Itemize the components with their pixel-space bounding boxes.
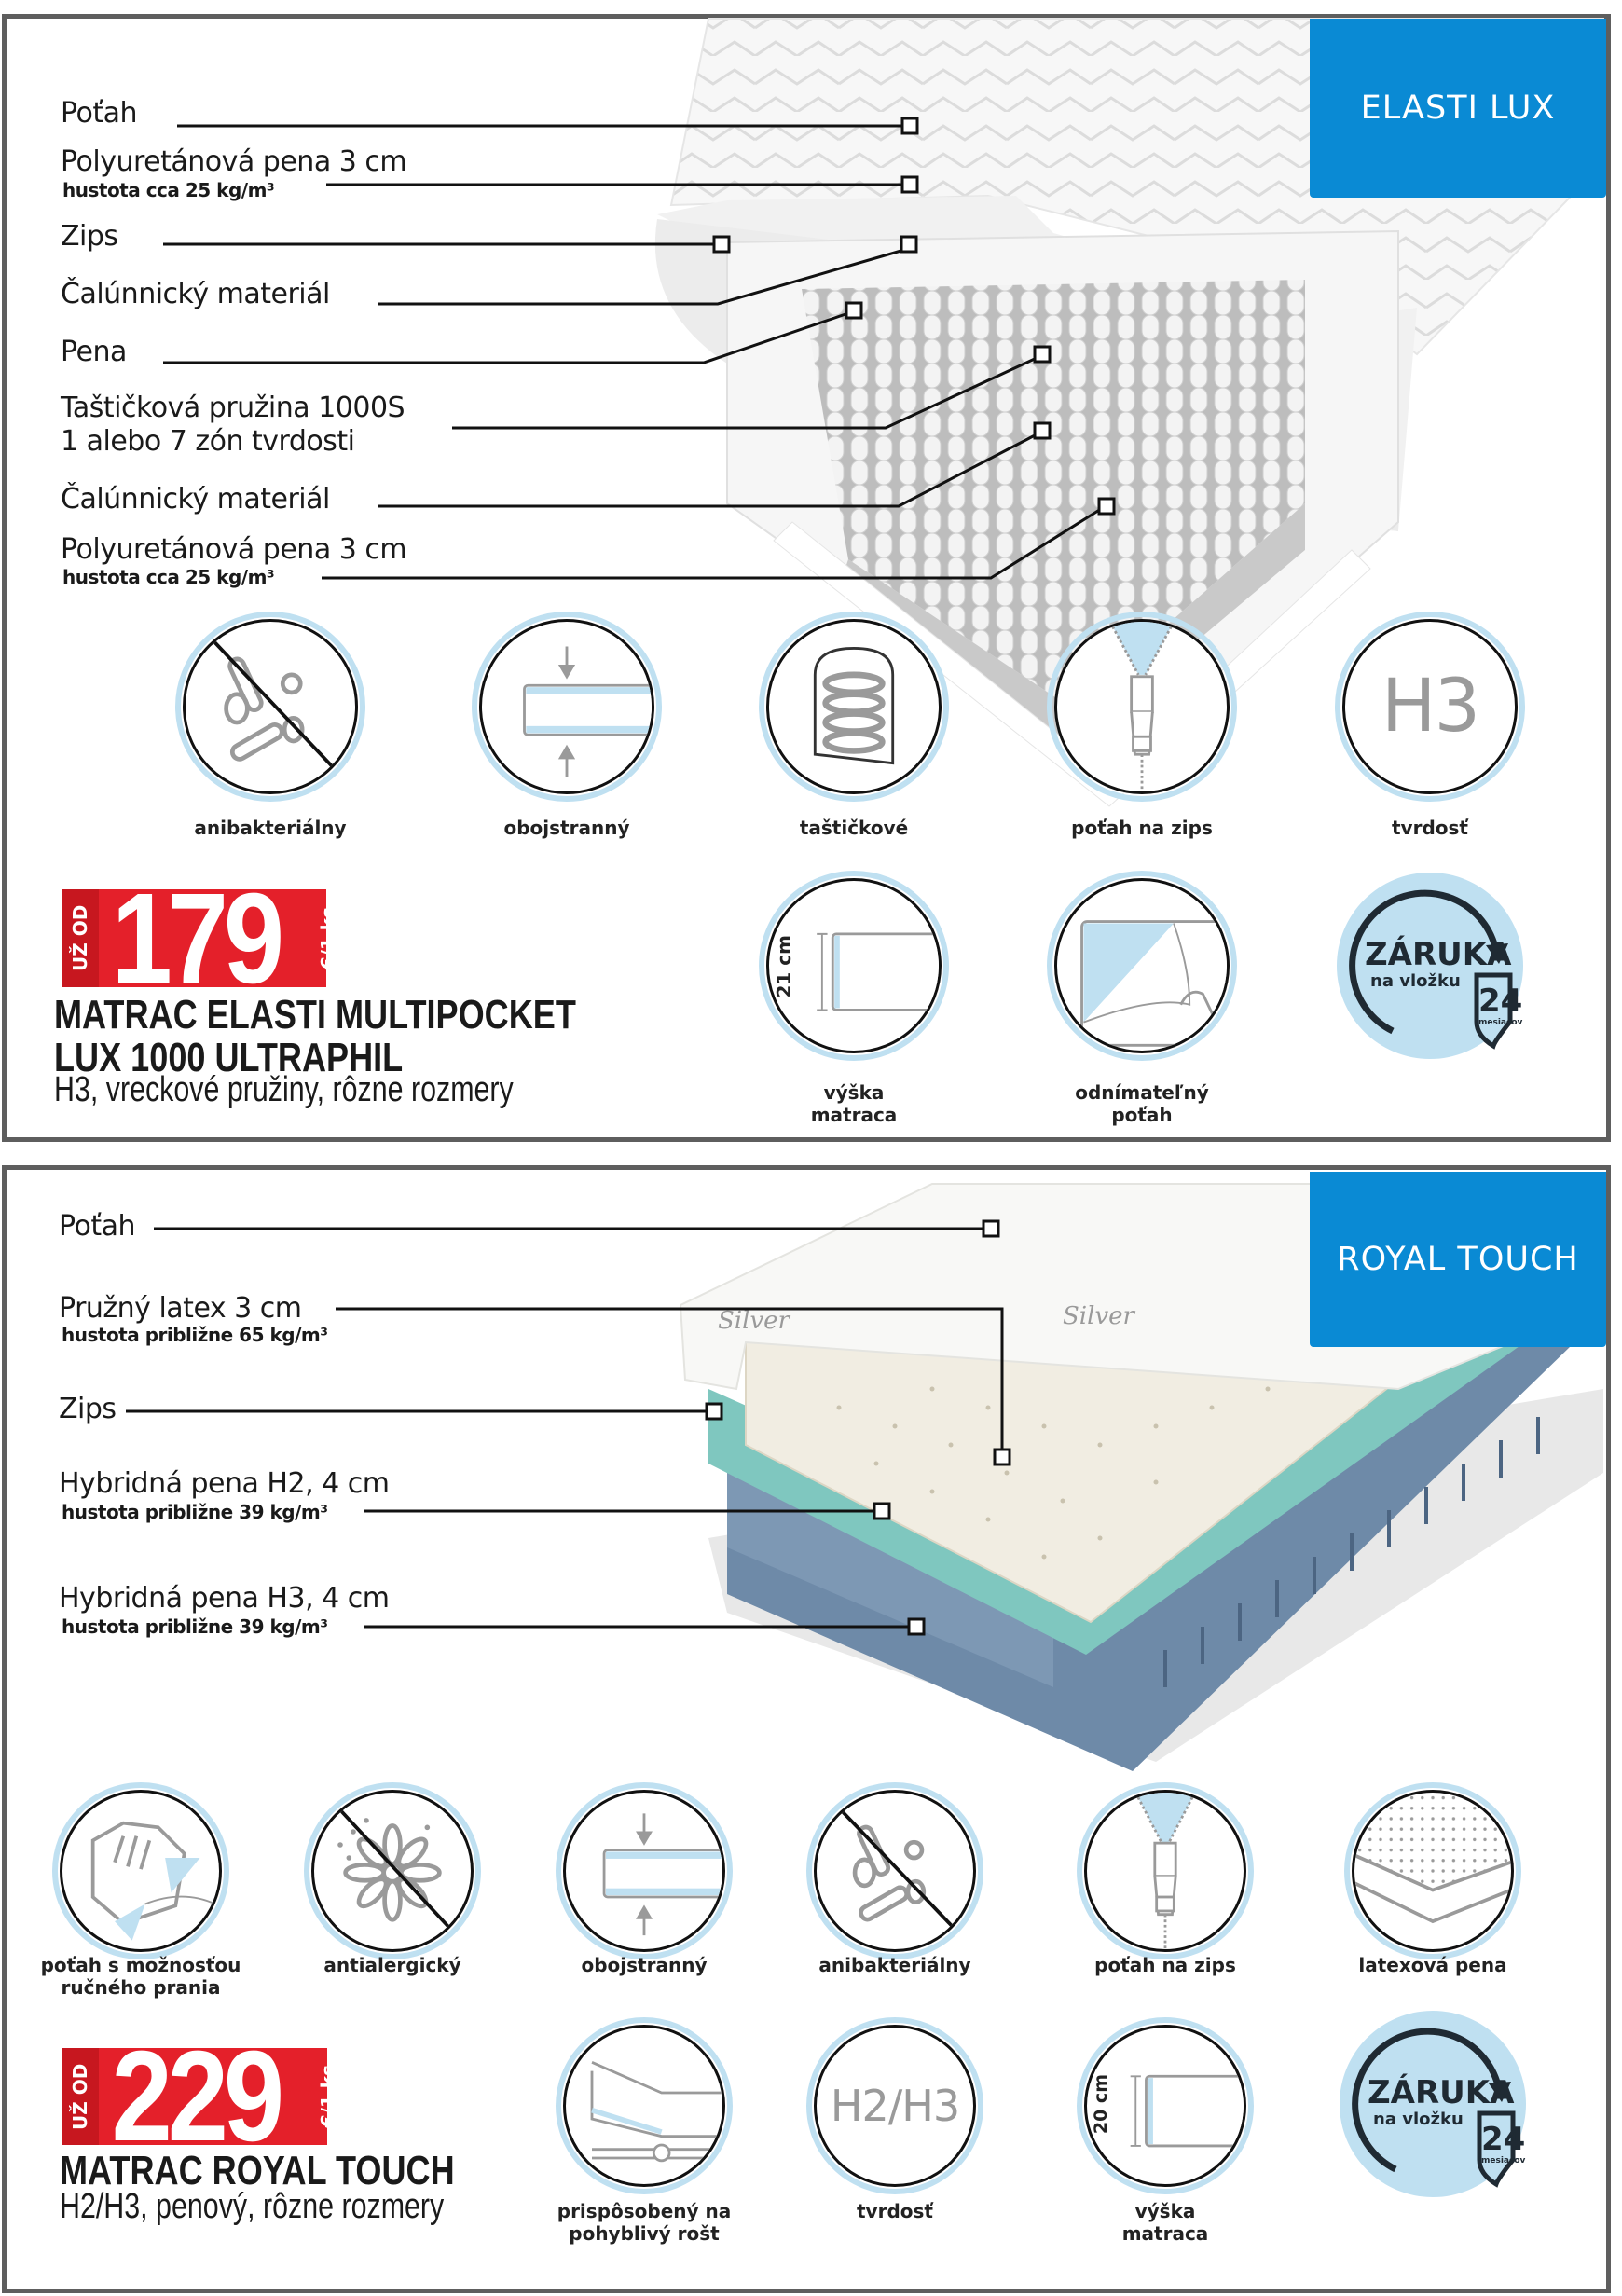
double-sided-icon: [472, 612, 662, 802]
svg-text:Silver: Silver: [718, 1307, 790, 1335]
pocket-spring-icon: [759, 612, 949, 802]
hand-wash-icon: [52, 1782, 229, 1959]
feature-label: poťah s možnosťou ručného prania: [40, 1954, 241, 1999]
warranty-title: ZÁRUKA: [1368, 2074, 1515, 2111]
layer-label-zipper: Zips: [61, 220, 118, 253]
layer-sub-pocket-spring: 1 alebo 7 zón tvrdosti: [61, 425, 355, 458]
feature-label: anibakteriálny: [818, 1954, 971, 1976]
feature-label: obojstranný: [581, 1954, 708, 1976]
mattress-height-icon: [759, 871, 949, 1061]
layer-label-upholstery-bottom: Čalúnnický materiál: [61, 483, 330, 516]
price-badge: [62, 866, 340, 1011]
feature-label: taštičkové: [799, 817, 909, 839]
layer-label-zipper: Zips: [59, 1393, 117, 1425]
warranty-unit: mesiacov: [1478, 1018, 1523, 1027]
product-title: [54, 994, 576, 1079]
removable-cover-icon: [1047, 871, 1237, 1061]
layer-sub-pu-foam-top: hustota cca 25 kg/m³: [62, 179, 275, 201]
price-unit: €/1 ks: [317, 2065, 340, 2128]
feature-label: odnímateľný poťah: [1075, 1081, 1209, 1126]
product-title-line2: LUX 1000 ULTRAPHIL: [54, 1035, 404, 1080]
feature-label: poťah na zips: [1071, 817, 1213, 839]
price-badge: [62, 2025, 340, 2168]
price-prefix: UŽ OD: [62, 2048, 99, 2145]
feature-label: tvrdosť: [1392, 817, 1468, 839]
layer-label-pu-foam-bottom: Polyuretánová pena 3 cm: [61, 533, 407, 566]
warranty-title: ZÁRUKA: [1365, 936, 1512, 973]
layer-label-pocket-spring: Taštičková pružina 1000S: [61, 392, 406, 424]
feature-label: antialergický: [323, 1954, 461, 1976]
antibacterial-icon: [175, 612, 365, 802]
warranty-badge: [1337, 873, 1523, 1059]
firmness-icon: [806, 2017, 983, 2194]
layer-label-latex: Pružný latex 3 cm: [59, 1292, 302, 1325]
feature-label: prispôsobený na pohyblivý rošt: [557, 2200, 732, 2245]
warranty-subtitle: na vložku: [1373, 2110, 1464, 2129]
feature-label: výška matraca: [810, 1081, 898, 1126]
layer-label-cover: Poťah: [61, 97, 138, 130]
layer-label-hybrid-h3: Hybridná pena H3, 4 cm: [59, 1582, 390, 1615]
feature-label: obojstranný: [503, 817, 630, 839]
layer-label-cover: Poťah: [59, 1210, 136, 1243]
mattress-height-icon: [1077, 2017, 1254, 2194]
layer-sub-pu-foam-bottom: hustota cca 25 kg/m³: [62, 566, 275, 588]
warranty-unit: mesiacov: [1481, 2156, 1526, 2165]
firmness-icon: [1335, 612, 1525, 802]
zipper-icon: [1047, 612, 1237, 802]
layer-sub-hybrid-h2: hustota približne 39 kg/m³: [62, 1501, 328, 1523]
brand-badge: ELASTI LUX: [1310, 19, 1606, 198]
price-amount: 229: [111, 2025, 281, 2168]
product-title-line1: MATRAC ROYAL TOUCH: [60, 2148, 455, 2193]
double-sided-icon: [556, 1782, 733, 1959]
warranty-months: 24: [1481, 2121, 1526, 2158]
feature-label: anibakteriálny: [194, 817, 347, 839]
product-title-line1: MATRAC ELASTI MULTIPOCKET: [54, 992, 576, 1038]
warranty-subtitle: na vložku: [1370, 971, 1461, 991]
warranty-months: 24: [1478, 983, 1523, 1020]
antiallergic-icon: [304, 1782, 481, 1959]
layer-label-pu-foam-top: Polyuretánová pena 3 cm: [61, 145, 407, 178]
price-prefix: UŽ OD: [62, 889, 99, 987]
firmness-value: H2/H3: [830, 2081, 960, 2131]
feature-label: tvrdosť: [857, 2200, 933, 2222]
layer-sub-hybrid-h3: hustota približne 39 kg/m³: [62, 1615, 328, 1638]
warranty-badge: [1340, 2011, 1526, 2197]
feature-label: latexová pena: [1358, 1954, 1507, 1976]
antibacterial-icon: [806, 1782, 983, 1959]
brand-badge: ROYAL TOUCH: [1310, 1172, 1606, 1347]
height-value: 21 cm: [773, 935, 795, 998]
layer-label-upholstery-top: Čalúnnický materiál: [61, 278, 330, 310]
firmness-value: H3: [1381, 665, 1479, 749]
adjustable-base-icon: [556, 2017, 733, 2194]
feature-label: poťah na zips: [1094, 1954, 1236, 1976]
latex-foam-icon: [1344, 1782, 1521, 1959]
cover-print: Silver: [1063, 1302, 1134, 1330]
layer-label-foam: Pena: [61, 336, 127, 368]
product-description: H3, vreckové pružiny, rôzne rozmery: [54, 1070, 514, 1109]
price-unit: €/1 ks: [317, 906, 340, 970]
layer-label-hybrid-h2: Hybridná pena H2, 4 cm: [59, 1467, 390, 1500]
layer-sub-latex: hustota približne 65 kg/m³: [62, 1324, 328, 1346]
price-amount: 179: [111, 866, 281, 1011]
height-value: 20 cm: [1091, 2074, 1111, 2135]
feature-label: výška matraca: [1121, 2200, 1209, 2245]
product-description: H2/H3, penový, rôzne rozmery: [60, 2187, 445, 2226]
zipper-icon: [1077, 1782, 1254, 1959]
